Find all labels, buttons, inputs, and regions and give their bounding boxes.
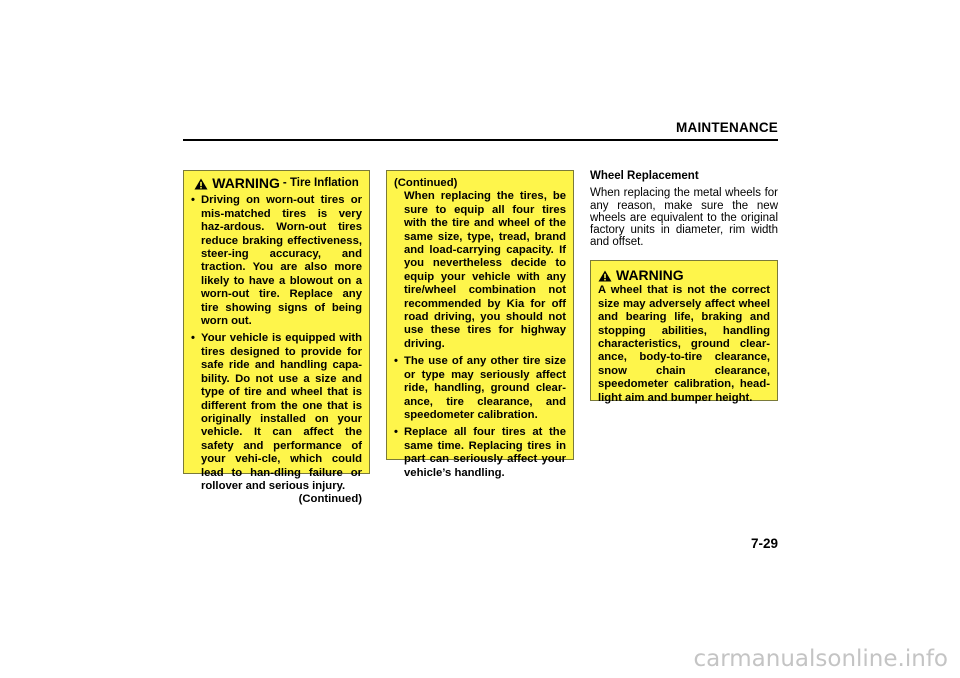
list-item-text: Your vehicle is equipped with tires designed to provide for safe ride and handling capa-bility. Do not use a size and type of tire and wheel that is different from the one that is originally installed on your vehicle. It can affect the safety and performance of your vehi-cle, which could lead to han-dling failure or rollover and serious injury. bbox=[201, 332, 362, 492]
page-number: 7-29 bbox=[750, 536, 778, 551]
warning-box-tire-inflation bbox=[183, 170, 370, 506]
wheel-replacement-heading: Wheel Replacement bbox=[590, 170, 699, 182]
warning-box-wheel bbox=[590, 260, 778, 404]
list-item-text: Replace all four tires at the same time. Replacing tires in part can seriously affect your vehicle’s handling. bbox=[404, 426, 566, 479]
list-item bbox=[394, 355, 566, 422]
list-item bbox=[394, 426, 566, 480]
wheel-replacement-paragraph: When replacing the metal wheels for any reason, make sure the new wheels are equivalent to the original factory units in diameter, rim width and offset. bbox=[590, 187, 778, 249]
watermark: carmanualsonline.info bbox=[693, 646, 948, 672]
warning-box-continued bbox=[386, 170, 574, 479]
warning-word: WARNING bbox=[212, 175, 280, 191]
warning-triangle-icon bbox=[194, 178, 208, 190]
list-item-text: Driving on worn-out tires or mis-matched tires is very haz-ardous. Worn-out tires reduce braking effectiveness, steer-ing accuracy, and traction. You are also more likely to have a blowout on a worn-out tire. Replace any tire showing signs of being worn out. bbox=[201, 194, 362, 328]
warning-word: WARNING bbox=[616, 267, 684, 283]
bullet: • bbox=[394, 426, 398, 439]
warning-text: A wheel that is not the correct size may adversely affect wheel and bearing life, braking and stopping abilities, handling characteristics, ground clear-ance, body-to-tire clearance, snow chain clearance, speedometer calibration, head-light aim and bumper height. bbox=[598, 284, 770, 404]
continued-paragraph: When replacing the tires, be sure to equip all four tires with the tire and wheel of the same size, type, tread, brand and load-carrying capacity. If you nevertheless decide to equip your vehicle with any tire/wheel combination not recommended by Kia for off road driving, you should not use these tires for highway driving. bbox=[404, 190, 566, 350]
continued-head: (Continued) bbox=[394, 177, 458, 189]
continued-label: (Continued) bbox=[298, 493, 362, 506]
warning-triangle-icon bbox=[598, 270, 612, 282]
wheel-replacement-section bbox=[590, 170, 778, 249]
warning-header bbox=[598, 269, 770, 282]
warning-subtitle: - Tire Inflation bbox=[282, 177, 359, 189]
section-title: MAINTENANCE bbox=[676, 120, 778, 135]
warning-header bbox=[191, 177, 362, 190]
list-item-text: The use of any other tire size or type may seriously affect ride, handling, ground clear-ance, tire clearance, and speedometer calibration. bbox=[404, 355, 566, 421]
bullet: • bbox=[394, 355, 398, 368]
bullet: • bbox=[191, 194, 195, 207]
bullet: • bbox=[191, 332, 195, 345]
header-rule bbox=[183, 139, 778, 141]
list-item bbox=[191, 332, 362, 493]
list-item bbox=[191, 194, 362, 328]
